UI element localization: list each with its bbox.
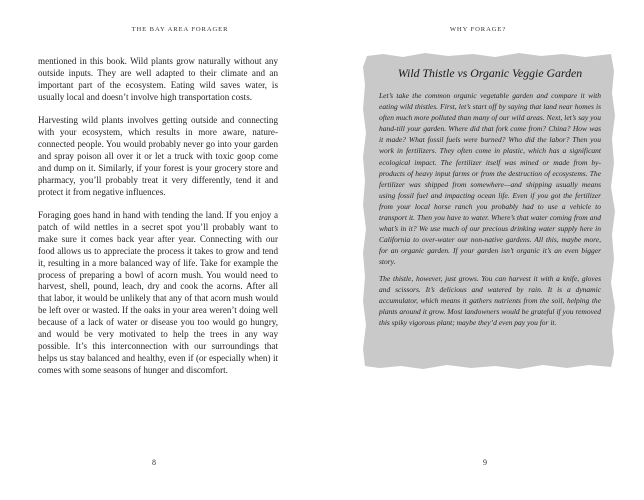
page-number-right: 9: [483, 458, 487, 467]
right-page: [322, 0, 644, 500]
running-head-left: THE BAY AREA FORAGER: [131, 26, 229, 33]
sidebar-paragraph: Let’s take the common organic vegetable garden and compare it with eating wild thistles. First, let’s start off by saying that land near homes is often much more polluted than many of our wild areas. Next, let’s say you hand-till your garden. Where did that fork come from? China? How was it made? What fossil fuels were burned? Who did the labor? Then you work in fertilizers. They often come in plastic, which has a significant ecological impact. The fertilizer itself was mined or made from by-products of heavy input farms or from the destruction of ecosystems. The fertilizer was shipped from somewhere—and shipping usually means using fossil fuel and impacting ocean life. Even if you got the fertilizer from your local horse ranch you probably had to use a vehicle to transport it. Then you have to water. Where’s that water coming from and what’s in it? We use much of our precious drinking water supply here in California to over-water our non-native gardens. All this, maybe more, for an organic garden. If your garden isn’t organic it’s an even bigger story.: [379, 91, 601, 267]
sidebar-paragraph: The thistle, however, just grows. You can harvest it with a knife, gloves and scissors. It’s delicious and watered by rain. It is a dynamic accumulator, which means it gathers nutrients from the soil, helping the plants around it grow. Most landowners would be grateful if you removed this spiky vigorous plant; maybe they’d even pay you for it.: [379, 273, 601, 327]
sidebar-text: [379, 90, 601, 328]
page-number-left: 8: [152, 458, 156, 467]
sidebar-content: [379, 66, 601, 333]
sidebar-box: [363, 53, 615, 369]
body-paragraph: Harvesting wild plants involves getting outside and connecting with your ecosystem, which results in more aware, nature-connected people. You would probably never go into your garden and spray poison all over it or let a truck with toxic goop come and dump on it. Similarly, if your forest is your grocery store and pharmacy, you’ll probably treat it very differently, tend it and protect it from negative influences.: [38, 115, 278, 197]
body-paragraph: Foraging goes hand in hand with tending the land. If you enjoy a patch of wild nettles in a secret spot you’ll probably want to make sure it comes back year after year. Connecting with our food allows us to appreciate the process it takes to grow and tend it, resulting in a more balanced way of life. Take for example the process of preparing a bowl of acorn mush. You would need to harvest, shell, pound, leach, dry and cook the acorns. After all that labor, it would be unlikely that any of that acorn mush would be left over or wasted. If the oaks in your area weren’t doing well because of a lack of water or disease you too would go hungry, and would be very motivated to help the trees in any way possible. It’s this interconnection with our surroundings that helps us stay balanced and healthy, even if (or especially when) it comes with some seasons of hunger and discomfort.: [38, 209, 278, 375]
running-head-right: WHY FORAGE?: [449, 26, 507, 33]
left-body-text: [38, 56, 278, 388]
body-paragraph: mentioned in this book. Wild plants grow naturally without any outside inputs. They are well adapted to their climate and an important part of the ecosystem. Eating wild saves water, is usually local and doesn’t involve high transportation costs.: [38, 56, 278, 102]
sidebar-title: Wild Thistle vs Organic Veggie Garden: [397, 66, 583, 80]
